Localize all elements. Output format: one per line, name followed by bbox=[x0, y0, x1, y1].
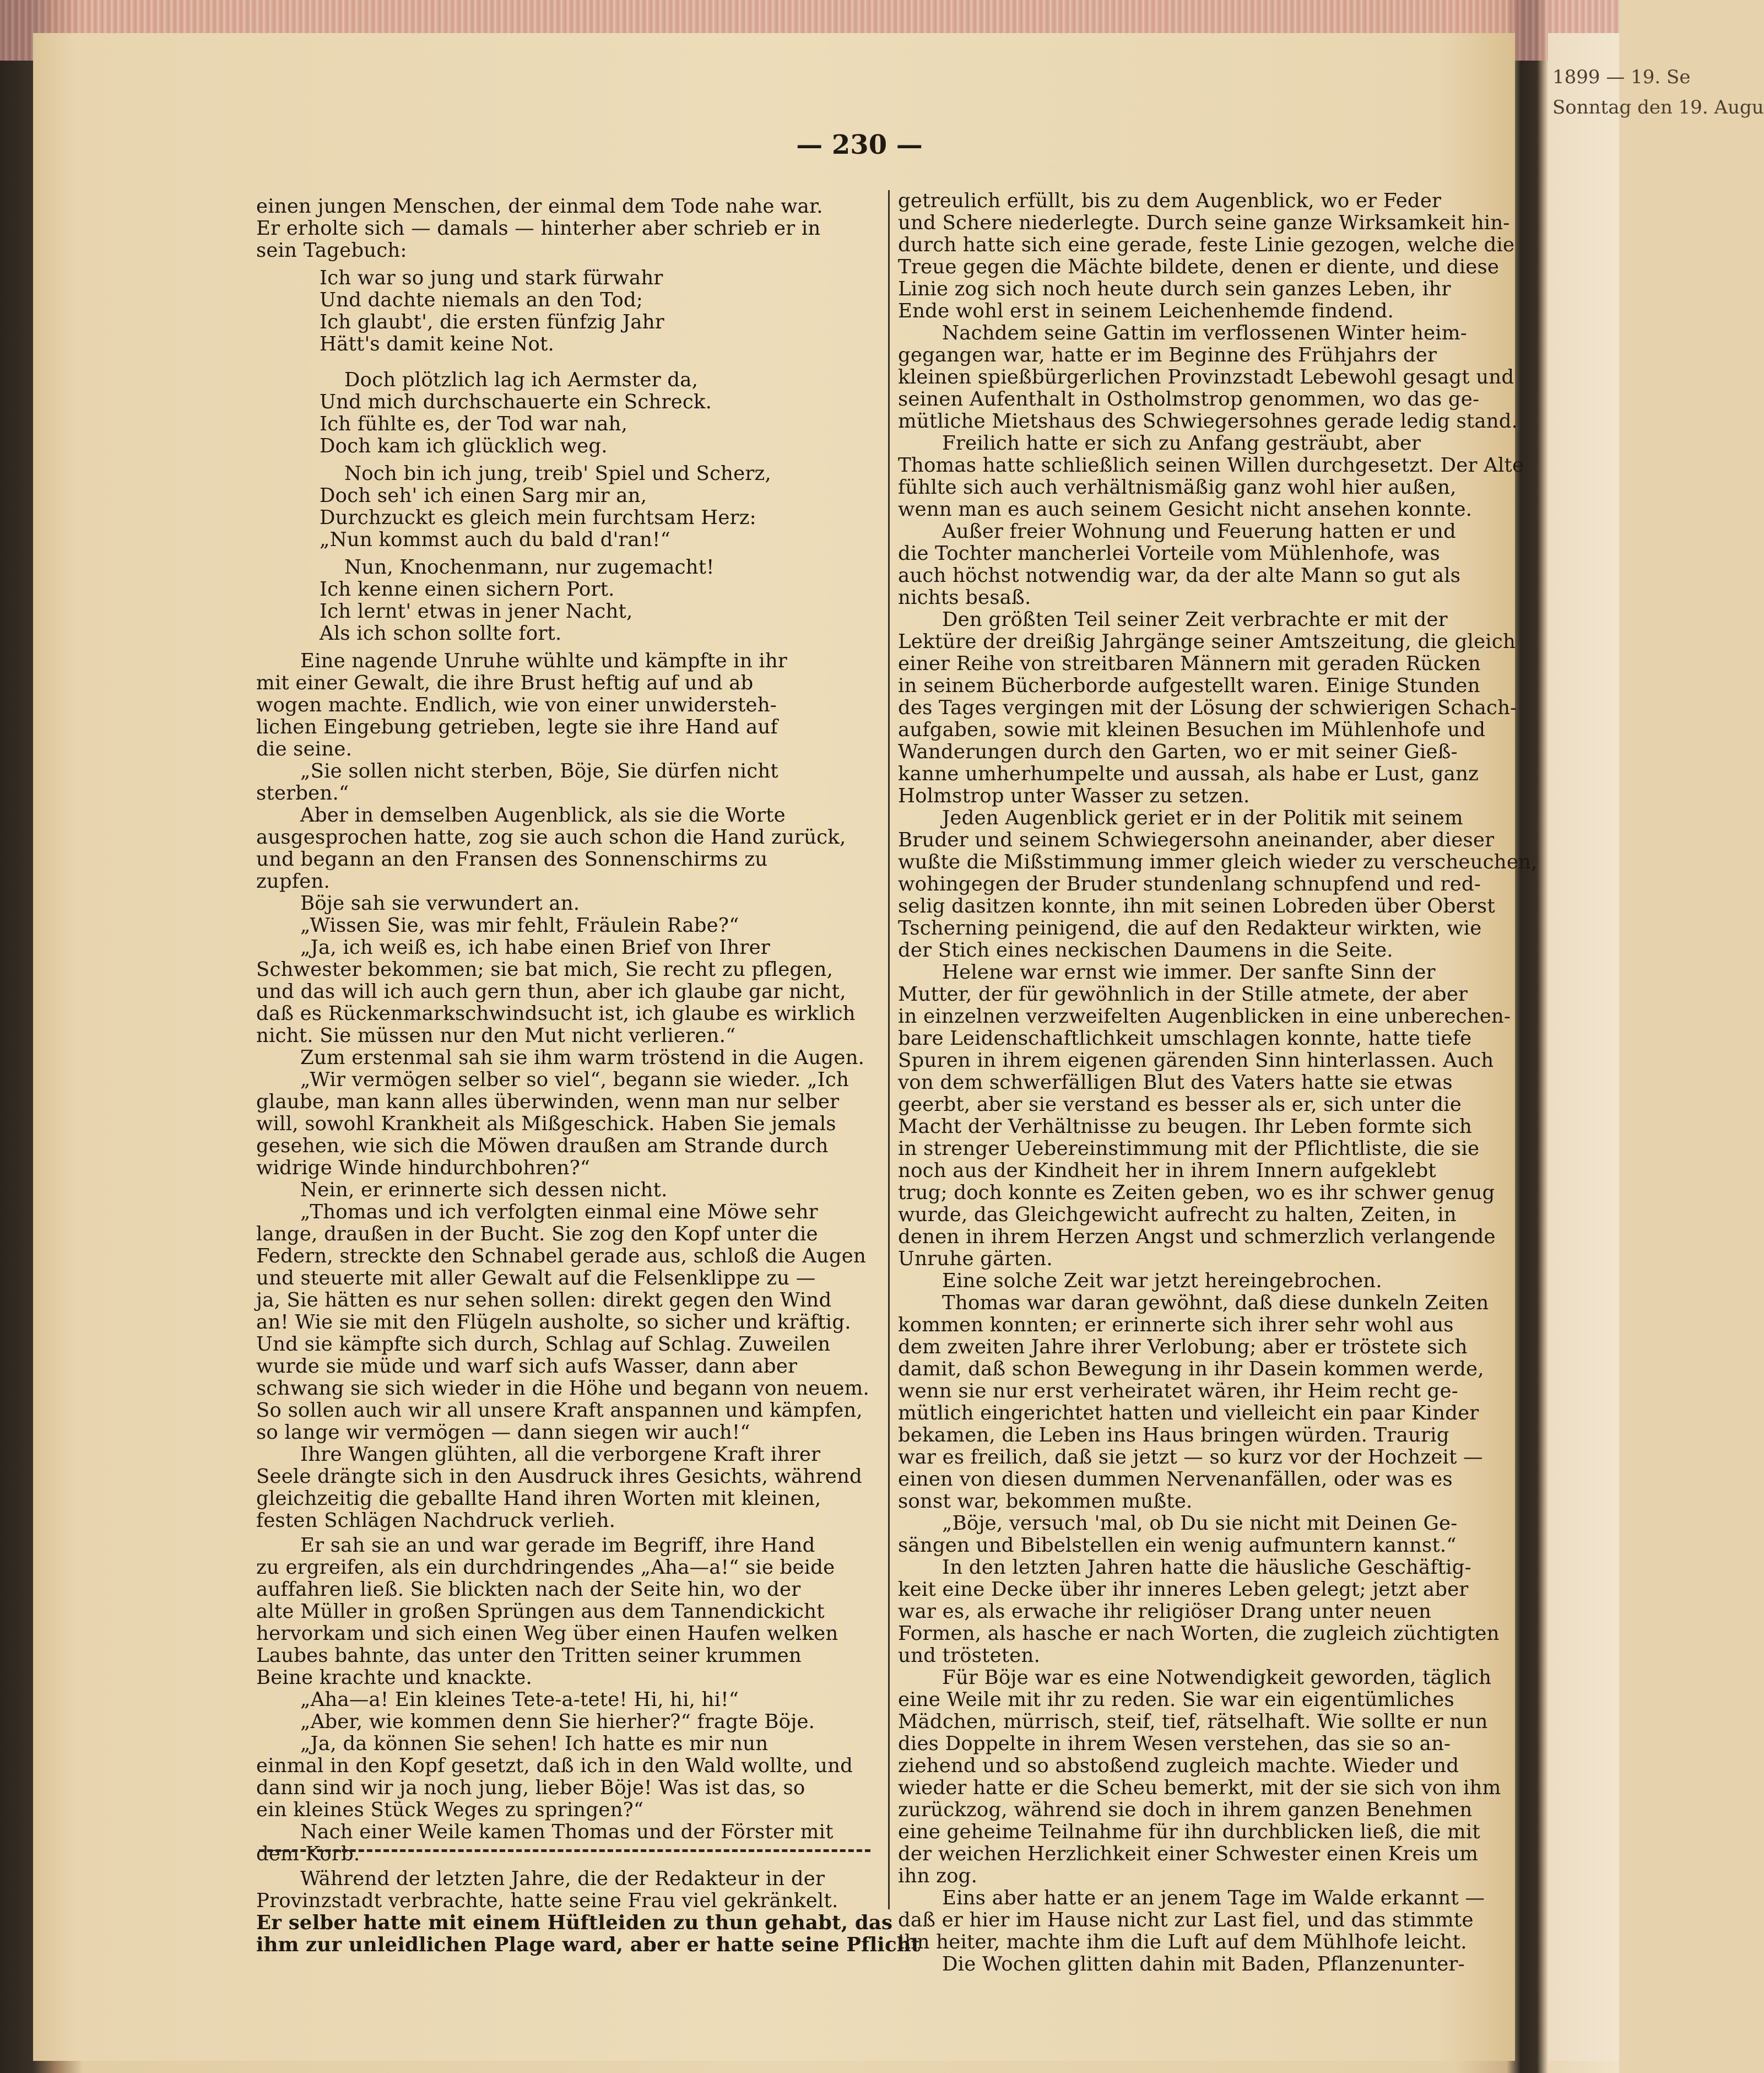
left-column-line: „Wir vermögen selber so viel“, begann sie wieder. „Ich bbox=[300, 1068, 849, 1091]
left-column-line: zupfen. bbox=[256, 870, 330, 893]
right-column-line: aufgaben, sowie mit kleinen Besuchen im Mühlenhofe und bbox=[898, 719, 1486, 741]
right-column-line: kleinen spießbürgerlichen Provinzstadt Lebewohl gesagt und bbox=[898, 366, 1514, 388]
right-column-line: nichts besaß. bbox=[898, 586, 1031, 609]
right-column-line: einer Reihe von streitbaren Männern mit geraden Rücken bbox=[898, 652, 1481, 675]
right-column-line: mütliche Mietshaus des Schwiegersohnes gerade ledig stand. bbox=[898, 410, 1518, 433]
right-column-line: Formen, als hasche er nach Worten, die zugleich züchtigten bbox=[898, 1622, 1500, 1645]
left-column-line: Nach einer Weile kamen Thomas und der Förster mit bbox=[300, 1821, 834, 1843]
left-column-line: „Thomas und ich verfolgten einmal eine Möwe sehr bbox=[300, 1201, 818, 1223]
right-column-line: der Stich eines neckischen Daumens in die Seite. bbox=[898, 939, 1393, 962]
right-column-line: Die Wochen glitten dahin mit Baden, Pflanzenunter- bbox=[942, 1953, 1465, 1975]
next-page-fragment: 1899 — 19. Se bbox=[1552, 66, 1691, 88]
right-column-line: die Tochter mancherlei Vorteile vom Mühlenhofe, was bbox=[898, 542, 1440, 565]
left-column-line: und das will ich auch gern thun, aber ich glaube gar nicht, bbox=[256, 980, 846, 1003]
right-column-line: noch aus der Kindheit her in ihrem Innern aufgeklebt bbox=[898, 1159, 1436, 1182]
left-column-line: „Aber, wie kommen denn Sie hierher?“ fragte Böje. bbox=[300, 1710, 815, 1733]
left-column-line: Doch kam ich glücklich weg. bbox=[320, 435, 608, 457]
left-column-line: „Aha—a! Ein kleines Tete-a-tete! Hi, hi, hi!“ bbox=[300, 1688, 739, 1711]
right-column-line: sängen und Bibelstellen ein wenig aufmuntern kannst.“ bbox=[898, 1534, 1457, 1557]
right-column-line: Mädchen, mürrisch, steif, tief, rätselhaft. Wie sollte er nun bbox=[898, 1710, 1488, 1733]
right-column-line: sonst war, bekommen mußte. bbox=[898, 1490, 1193, 1513]
left-column-line: lange, draußen in der Bucht. Sie zog den Kopf unter die bbox=[256, 1223, 818, 1245]
right-column-line: Eine solche Zeit war jetzt hereingebrochen. bbox=[942, 1270, 1382, 1292]
left-column-line: zu ergreifen, als ein durchdringendes „Aha—a!“ sie beide bbox=[256, 1556, 835, 1579]
left-column-line: mit einer Gewalt, die ihre Brust heftig auf und ab bbox=[256, 672, 754, 694]
right-column-line: Wanderungen durch den Garten, wo er mit seiner Gieß- bbox=[898, 741, 1458, 763]
next-page-fragment: Sonntag den 19. Augu bbox=[1552, 96, 1764, 118]
right-column-line: war es, als erwache ihr religiöser Drang unter neuen bbox=[898, 1600, 1432, 1623]
left-column-line: Nun, Knochenmann, nur zugemacht! bbox=[344, 556, 715, 579]
right-column-line: getreulich erfüllt, bis zu dem Augenblick, wo er Feder bbox=[898, 190, 1442, 212]
left-column-line: Böje sah sie verwundert an. bbox=[300, 892, 580, 915]
left-column-line: Eine nagende Unruhe wühlte und kämpfte in ihr bbox=[300, 650, 788, 672]
right-column-line: in einzelnen verzweifelten Augenblicken in eine unberechen- bbox=[898, 1005, 1511, 1028]
left-column-line: auffahren ließ. Sie blickten nach der Seite hin, wo der bbox=[256, 1578, 801, 1601]
right-column-line: dem zweiten Jahre ihrer Verlobung; aber er tröstete sich bbox=[898, 1336, 1468, 1358]
right-column-line: ihn zog. bbox=[898, 1865, 978, 1887]
right-column-line: Ende wohl erst in seinem Leichenhemde findend. bbox=[898, 300, 1394, 322]
left-column-line: Zum erstenmal sah sie ihm warm tröstend in die Augen. bbox=[300, 1046, 865, 1069]
right-column-line: Außer freier Wohnung und Feuerung hatten er und bbox=[942, 520, 1456, 543]
right-column-line: und Schere niederlegte. Durch seine ganze Wirksamkeit hin- bbox=[898, 212, 1510, 234]
left-column-line: Ihre Wangen glühten, all die verborgene Kraft ihrer bbox=[300, 1443, 821, 1466]
left-column-line: und steuerte mit aller Gewalt auf die Felsenklippe zu — bbox=[256, 1267, 816, 1289]
left-column-line: hervorkam und sich einen Weg über einen Haufen welken bbox=[256, 1622, 838, 1645]
left-column-line: Er selber hatte mit einem Hüftleiden zu thun gehabt, das bbox=[256, 1912, 893, 1934]
right-column-line: Nachdem seine Gattin im verflossenen Winter heim- bbox=[942, 322, 1467, 344]
right-column-line: wurde, das Gleichgewicht aufrecht zu halten, Zeiten, in bbox=[898, 1203, 1457, 1226]
right-column-line: Thomas war daran gewöhnt, daß diese dunkeln Zeiten bbox=[942, 1292, 1489, 1314]
right-column-line: Für Böje war es eine Notwendigkeit geworden, täglich bbox=[942, 1666, 1492, 1689]
left-column-line: glaube, man kann alles überwinden, wenn man nur selber bbox=[256, 1091, 840, 1113]
left-column-line: Ich fühlte es, der Tod war nah, bbox=[320, 413, 628, 435]
right-column-line: eine geheime Teilnahme für ihn durchblicken ließ, die mit bbox=[898, 1821, 1480, 1843]
right-column-line: Thomas hatte schließlich seinen Willen durchgesetzt. Der Alte bbox=[898, 454, 1524, 477]
right-column-line: ziehend und so abstoßend zugleich machte. Wieder und bbox=[898, 1755, 1459, 1777]
page-number: — 230 — bbox=[796, 129, 923, 160]
right-column-line: ihn heiter, machte ihm die Luft auf dem Mühlhofe leicht. bbox=[898, 1931, 1467, 1953]
right-column-line: damit, daß schon Bewegung in ihr Dasein kommen werde, bbox=[898, 1358, 1484, 1380]
right-column-line: kanne umherhumpelte und aussah, als habe er Lust, ganz bbox=[898, 763, 1479, 785]
right-column-line: in seinem Bücherborde aufgestellt waren. Einige Stunden bbox=[898, 674, 1480, 697]
right-column-line: Freilich hatte er sich zu Anfang gesträubt, aber bbox=[942, 432, 1421, 455]
left-column-line: die seine. bbox=[256, 738, 353, 760]
left-column-line: schwang sie sich wieder in die Höhe und begann von neuem. bbox=[256, 1377, 869, 1400]
right-column-line: Bruder und seinem Schwiegersohn aneinander, aber dieser bbox=[898, 829, 1495, 851]
left-column-line: wurde sie müde und warf sich aufs Wasser, dann aber bbox=[256, 1355, 798, 1378]
right-column-line: des Tages vergingen mit der Lösung der schwierigen Schach- bbox=[898, 697, 1517, 719]
left-column-line: Laubes bahnte, das unter den Tritten seiner krummen bbox=[256, 1644, 802, 1667]
left-column-line: Noch bin ich jung, treib' Spiel und Scherz, bbox=[344, 462, 771, 485]
right-column-line: daß er hier im Hause nicht zur Last fiel, und das stimmte bbox=[898, 1909, 1474, 1931]
left-column-line: nicht. Sie müssen nur den Mut nicht verlieren.“ bbox=[256, 1024, 736, 1047]
left-column-line: Nein, er erinnerte sich dessen nicht. bbox=[300, 1179, 668, 1201]
right-column-line: bekamen, die Leben ins Haus bringen würden. Traurig bbox=[898, 1424, 1449, 1446]
left-column-line: Er sah sie an und war gerade im Begriff, ihre Hand bbox=[300, 1534, 815, 1557]
left-column-line: ja, Sie hätten es nur sehen sollen: direkt gegen den Wind bbox=[256, 1289, 832, 1311]
left-column-line: „Ja, ich weiß es, ich habe einen Brief von Ihrer bbox=[300, 936, 770, 959]
left-column-line: wogen machte. Endlich, wie von einer unwidersteh- bbox=[256, 694, 777, 716]
right-column-line: Spuren in ihrem eigenen gärenden Sinn hinterlassen. Auch bbox=[898, 1049, 1494, 1072]
right-column-line: Helene war ernst wie immer. Der sanfte Sinn der bbox=[942, 961, 1436, 984]
left-column-line: alte Müller in großen Sprüngen aus dem Tannendickicht bbox=[256, 1600, 825, 1623]
right-column-line: Tscherning peinigend, die auf den Redakteur wirkten, wie bbox=[898, 917, 1482, 940]
right-column-line: In den letzten Jahren hatte die häusliche Geschäftig- bbox=[942, 1556, 1471, 1579]
left-column-line: so lange wir vermögen — dann siegen wir auch!“ bbox=[256, 1421, 750, 1444]
right-column-line: eine Weile mit ihr zu reden. Sie war ein eigentümliches bbox=[898, 1688, 1454, 1711]
right-column-line: in strenger Uebereinstimmung mit der Pflichtliste, die sie bbox=[898, 1137, 1480, 1160]
right-column-line: kommen konnten; er erinnerte sich ihrer sehr wohl aus bbox=[898, 1314, 1454, 1336]
left-column-line: So sollen auch wir all unsere Kraft anspannen und kämpfen, bbox=[256, 1399, 863, 1422]
right-column-line: durch hatte sich eine gerade, feste Linie gezogen, welche die bbox=[898, 234, 1515, 256]
right-column-line: fühlte sich auch verhältnismäßig ganz wohl hier außen, bbox=[898, 476, 1457, 499]
left-column-line: „Wissen Sie, was mir fehlt, Fräulein Rabe?“ bbox=[300, 914, 739, 937]
left-column-line: Durchzuckt es gleich mein furchtsam Herz: bbox=[320, 506, 756, 529]
right-column-line: Den größten Teil seiner Zeit verbrachte er mit der bbox=[942, 608, 1448, 631]
left-column-line: einmal in den Kopf gesetzt, daß ich in den Wald wollte, und bbox=[256, 1755, 853, 1777]
right-column-line: von dem schwerfälligen Blut des Vaters hatte sie etwas bbox=[898, 1071, 1453, 1094]
left-column-line: Aber in demselben Augenblick, als sie die Worte bbox=[300, 804, 786, 827]
right-column-line: geerbt, aber sie verstand es besser als er, sich unter die bbox=[898, 1093, 1462, 1116]
right-column-line: Unruhe gärten. bbox=[898, 1248, 1053, 1270]
left-column-line: Ich lernt' etwas in jener Nacht, bbox=[320, 600, 633, 623]
left-column-line: Er erholte sich — damals — hinterher aber schrieb er in bbox=[256, 217, 821, 240]
left-column-line: Ich glaubt', die ersten fünfzig Jahr bbox=[320, 311, 664, 333]
left-column-line: Seele drängte sich in den Ausdruck ihres Gesichts, während bbox=[256, 1465, 862, 1488]
right-column-line: trug; doch konnte es Zeiten geben, wo es ihr schwer genug bbox=[898, 1181, 1495, 1204]
left-column-line: dem Korb. bbox=[256, 1843, 360, 1865]
left-column-line: Und dachte niemals an den Tod; bbox=[320, 289, 643, 311]
left-column-line: Hätt's damit keine Not. bbox=[320, 333, 554, 355]
left-column-line: und begann an den Fransen des Sonnenschirms zu bbox=[256, 848, 768, 871]
left-column-line: „Sie sollen nicht sterben, Böje, Sie dürfen nicht bbox=[300, 760, 778, 782]
left-column-line: dann sind wir ja noch jung, lieber Böje! Was ist das, so bbox=[256, 1777, 805, 1799]
right-column-line: Holmstrop unter Wasser zu setzen. bbox=[898, 785, 1250, 807]
right-column-line: bare Leidenschaftlichkeit umschlagen konnte, hatte tiefe bbox=[898, 1027, 1472, 1050]
right-column-line: Jeden Augenblick geriet er in der Politik mit seinem bbox=[942, 807, 1463, 829]
left-column-line: einen jungen Menschen, der einmal dem Tode nahe war. bbox=[256, 195, 823, 218]
left-column-line: gesehen, wie sich die Möwen draußen am Strande durch bbox=[256, 1135, 829, 1157]
left-column-line: ausgesprochen hatte, zog sie auch schon die Hand zurück, bbox=[256, 826, 846, 849]
right-column-line: dies Doppelte in ihrem Wesen verstehen, das sie so an- bbox=[898, 1732, 1451, 1755]
right-column-line: der weichen Herzlichkeit einer Schwester einen Kreis um bbox=[898, 1843, 1479, 1865]
left-column-line: Schwester bekommen; sie bat mich, Sie recht zu pflegen, bbox=[256, 958, 834, 981]
right-column-line: Mutter, der für gewöhnlich in der Stille atmete, der aber bbox=[898, 983, 1468, 1006]
right-column-line: Linie zog sich noch heute durch sein ganzes Leben, ihr bbox=[898, 278, 1451, 300]
right-column-line: keit eine Decke über ihr inneres Leben gelegt; jetzt aber bbox=[898, 1578, 1469, 1601]
left-column-line: „Ja, da können Sie sehen! Ich hatte es mir nun bbox=[300, 1732, 769, 1755]
left-column-line: „Nun kommst auch du bald d'ran!“ bbox=[320, 528, 670, 551]
left-column-line: Federn, streckte den Schnabel gerade aus, schloß die Augen bbox=[256, 1245, 867, 1267]
right-column-line: Eins aber hatte er an jenem Tage im Walde erkannt — bbox=[942, 1887, 1485, 1909]
left-column-line: lichen Eingebung getrieben, legte sie ihre Hand auf bbox=[256, 716, 778, 738]
right-column-line: zurückzog, während sie doch in ihrem ganzen Benehmen bbox=[898, 1799, 1473, 1821]
right-column-line: wieder hatte er die Scheu bemerkt, mit der sie sich von ihm bbox=[898, 1777, 1501, 1799]
left-column-line: Als ich schon sollte fort. bbox=[320, 622, 562, 645]
right-column-line: wohingegen der Bruder stundenlang schnupfend und red- bbox=[898, 873, 1481, 895]
right-column-line: und trösteten. bbox=[898, 1644, 1041, 1667]
left-column-line: ihm zur unleidlichen Plage ward, aber er hatte seine Pflicht bbox=[256, 1934, 921, 1956]
right-column-line: selig dasitzen konnte, ihn mit seinen Lobreden über Oberst bbox=[898, 895, 1495, 917]
left-column-line: gleichzeitig die geballte Hand ihren Worten mit kleinen, bbox=[256, 1487, 821, 1510]
right-column-line: gegangen war, hatte er im Beginne des Frühjahrs der bbox=[898, 344, 1437, 366]
left-column-line: Und mich durchschauerte ein Schreck. bbox=[320, 391, 712, 413]
left-column-line: Ich war so jung und stark fürwahr bbox=[320, 267, 663, 289]
left-column-line: sterben.“ bbox=[256, 782, 349, 805]
left-column-line: will, sowohl Krankheit als Mißgeschick. Haben Sie jemals bbox=[256, 1113, 836, 1135]
right-column-line: wußte die Mißstimmung immer gleich wieder zu verscheuchen, bbox=[898, 851, 1538, 873]
right-column-line: einen von diesen dummen Nervenanfällen, oder was es bbox=[898, 1468, 1453, 1491]
left-column-line: Doch plötzlich lag ich Aermster da, bbox=[344, 369, 699, 391]
right-column-line: auch höchst notwendig war, da der alte Mann so gut als bbox=[898, 564, 1461, 587]
right-column-line: seinen Aufenthalt in Ostholmstrop genommen, wo das ge- bbox=[898, 388, 1480, 411]
right-column-line: Macht der Verhältnisse zu beugen. Ihr Leben formte sich bbox=[898, 1115, 1472, 1138]
left-column-line: sein Tagebuch: bbox=[256, 239, 407, 262]
right-column-line: Lektüre der dreißig Jahrgänge seiner Amtszeitung, die gleich bbox=[898, 630, 1516, 653]
left-column-line: daß es Rückenmarkschwindsucht ist, ich glaube es wirklich bbox=[256, 1002, 856, 1025]
left-column-line: Doch seh' ich einen Sarg mir an, bbox=[320, 484, 647, 507]
right-column-line: „Böje, versuch 'mal, ob Du sie nicht mit Deinen Ge- bbox=[942, 1512, 1458, 1535]
left-column-line: Ich kenne einen sichern Port. bbox=[320, 578, 615, 601]
left-column-line: an! Wie sie mit den Flügeln ausholte, so sicher und kräftig. bbox=[256, 1311, 851, 1334]
left-column-line: widrige Winde hindurchbohren?“ bbox=[256, 1157, 591, 1179]
right-column-line: mütlich eingerichtet hatten und vielleicht ein paar Kinder bbox=[898, 1402, 1479, 1424]
left-column-line: festen Schlägen Nachdruck verlieh. bbox=[256, 1509, 616, 1532]
left-column-line: Provinzstadt verbrachte, hatte seine Frau viel gekränkelt. bbox=[256, 1890, 838, 1912]
section-separator bbox=[259, 1849, 870, 1852]
right-column-line: wenn sie nur erst verheiratet wären, ihr Heim recht ge- bbox=[898, 1380, 1458, 1402]
right-column-line: wenn man es auch seinem Gesicht nicht ansehen konnte. bbox=[898, 498, 1473, 521]
left-column-line: Während der letzten Jahre, die der Redakteur in der bbox=[300, 1867, 825, 1890]
left-column-line: Beine krachte und knackte. bbox=[256, 1666, 532, 1689]
right-column-line: Treue gegen die Mächte bildete, denen er diente, und diese bbox=[898, 256, 1500, 278]
left-column-line: Und sie kämpfte sich durch, Schlag auf Schlag. Zuweilen bbox=[256, 1333, 831, 1356]
left-column-line: ein kleines Stück Weges zu springen?“ bbox=[256, 1799, 644, 1821]
right-column-line: denen in ihrem Herzen Angst und schmerzlich verlangende bbox=[898, 1226, 1496, 1248]
right-column-line: war es freilich, daß sie jetzt — so kurz vor der Hochzeit — bbox=[898, 1446, 1483, 1469]
